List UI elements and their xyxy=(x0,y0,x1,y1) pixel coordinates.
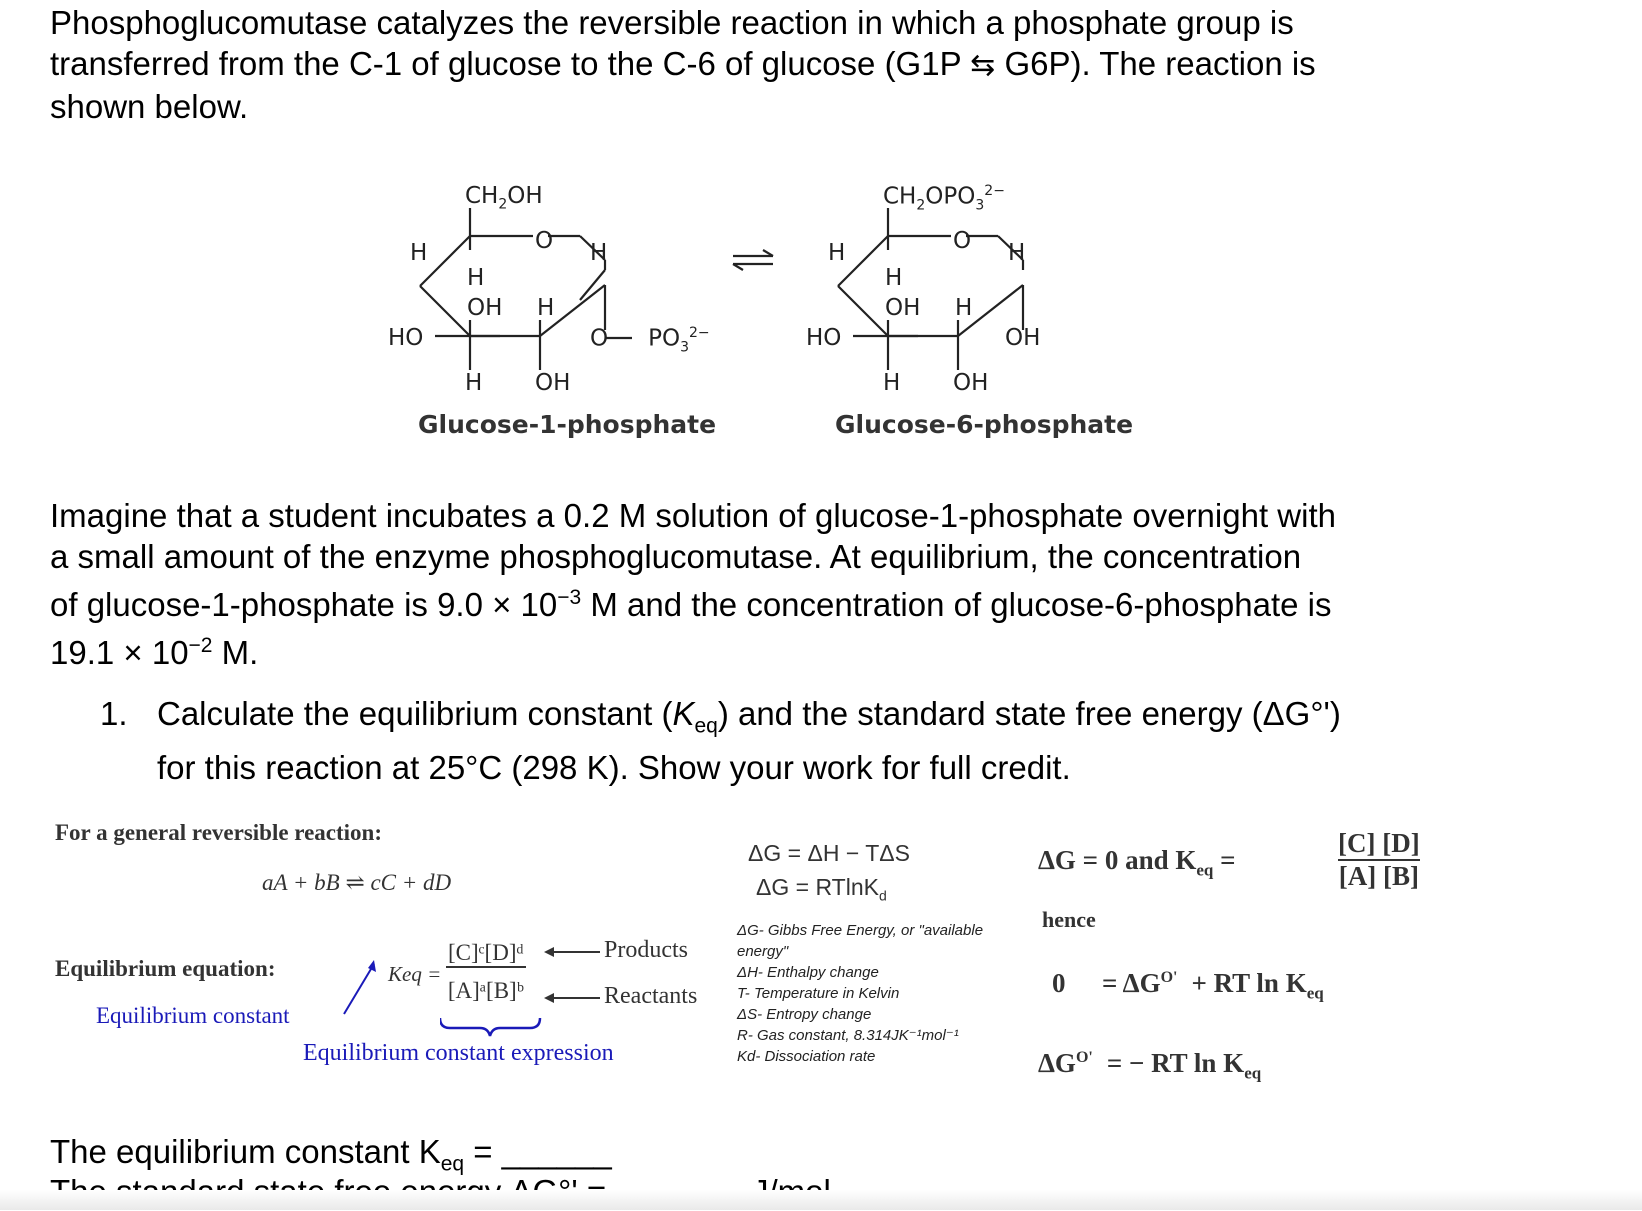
dg-zero-line: ΔG = 0 and $K_{eq}$ = xyxy=(1038,845,1236,880)
question-number: 1. xyxy=(100,695,128,732)
def-gibbs-cont: energy" xyxy=(737,943,789,960)
g6p-h-left: H xyxy=(828,240,846,266)
def-entropy: ΔS- Entropy change xyxy=(737,1006,872,1023)
fraction-numerator: [C]ᶜ[D]ᵈ xyxy=(446,940,526,968)
question-text: Calculate the equilibrium constant $(K_{eq})$ and the standard state free energy (ΔG°') for this reaction at 25°C (298 K). Show your work for full credit. xyxy=(157,695,1341,786)
g6p-oh-inner: OH xyxy=(885,295,921,321)
g1p-o-po3: O $PO_3^{2-}$ xyxy=(590,325,710,356)
g1p-name: Glucose-1-phosphate xyxy=(418,410,717,439)
intro-line-2: transferred from the C-1 of glucose to the C-6 of glucose (G1P ⇆ G6P). The reaction is xyxy=(50,45,1316,83)
g1p-h-left: H xyxy=(410,240,428,266)
g6p-oh-bottom: OH xyxy=(953,370,989,396)
g6p-ring-oxygen: O xyxy=(953,228,972,254)
equilibrium-equation-label: Equilibrium equation: xyxy=(55,956,276,981)
g6p-ch2opo3: $CH_2OPO_3^{2-}$ xyxy=(883,183,1005,214)
def-gas-constant: R- Gas constant, 8.314JK⁻¹mol⁻¹ xyxy=(737,1027,959,1044)
keq-answer-line: The equilibrium constant $K_{eq}$ = ______ xyxy=(50,1133,612,1176)
derivation-denominator: [A] [B] xyxy=(1338,861,1419,891)
derivation-numerator: [C] [D] xyxy=(1338,828,1420,861)
standard-free-energy-formula: $\Delta G^{O'}$ = − RT $\ln K_{eq}$ xyxy=(1038,1048,1262,1083)
g6p-h-bottom: H xyxy=(883,370,901,396)
g6p-ho: HO xyxy=(806,325,842,351)
def-dissociation: Kd- Dissociation rate xyxy=(737,1048,876,1065)
def-enthalpy: ΔH- Enthalpy change xyxy=(737,964,879,981)
scenario-line-3: of glucose-1-phosphate is $9.0 \times 10^{-3}$ M and the concentration of glucose-6-phosphate is xyxy=(50,586,1332,623)
variable-definitions xyxy=(737,920,983,1067)
g1p-ring-oxygen: O xyxy=(535,228,554,254)
g1p-h-inner2: H xyxy=(537,295,555,321)
equilibrium-derivation: = $\Delta G^{O'}$ + RT $\ln K_{eq}$ xyxy=(1102,968,1324,1003)
label-arrows xyxy=(440,940,610,1040)
g1p-ho: HO xyxy=(388,325,424,351)
products-label: Products xyxy=(604,937,688,963)
keq-symbol: Keq = xyxy=(388,962,442,986)
keq-answer-blank[interactable]: = ______ xyxy=(464,1133,612,1170)
pointer-arrow-icon xyxy=(340,958,380,1018)
g1p-oh-bottom: OH xyxy=(535,370,571,396)
g1p-h-right: H xyxy=(590,240,608,266)
intro-line-3: shown below. xyxy=(50,88,249,125)
reactants-label: Reactants xyxy=(604,983,698,1009)
g6p-h-inner: H xyxy=(885,265,903,291)
zero-value: 0 xyxy=(1052,968,1066,998)
structure-bonds xyxy=(0,0,1642,450)
g6p-h-inner2: H xyxy=(955,295,973,321)
question-1 xyxy=(100,693,1550,786)
gibbs-equation: ΔG = ΔH − TΔS xyxy=(748,840,910,866)
general-reaction: aA + bB ⇌ cC + dD xyxy=(262,870,452,895)
reversible-reaction-heading: For a general reversible reaction: xyxy=(55,820,383,845)
intro-line-1: Phosphoglucomutase catalyzes the reversible reaction in which a phosphate group is xyxy=(50,4,1294,41)
reversible-arrows-icon: ⇆ xyxy=(970,48,996,83)
g1p-h-bottom: H xyxy=(465,370,483,396)
equilibrium-constant-label: Equilibrium constant xyxy=(96,1003,290,1028)
gibbs-ln-equation: ΔG = RTlnK$_d$ xyxy=(756,874,887,904)
g6p-name: Glucose-6-phosphate xyxy=(835,410,1134,439)
scenario-line-2: a small amount of the enzyme phosphoglucomutase. At equilibrium, the concentration xyxy=(50,538,1302,575)
fraction-denominator: [A]ᵃ[B]ᵇ xyxy=(447,978,524,1003)
derivation-fraction xyxy=(1338,828,1420,892)
g1p-h-inner: H xyxy=(467,265,485,291)
constant-expression-label: Equilibrium constant expression xyxy=(303,1040,614,1066)
def-gibbs: ΔG- Gibbs Free Energy, or "available xyxy=(737,922,984,939)
def-temperature: T- Temperature in Kelvin xyxy=(737,985,900,1002)
g6p-oh-right: OH xyxy=(1005,325,1041,351)
g1p-oh-inner: OH xyxy=(467,295,503,321)
scenario-paragraph xyxy=(50,495,1490,673)
g1p-ch2oh: $CH_2OH$ xyxy=(465,183,543,213)
hence-label: hence xyxy=(1042,907,1096,932)
scenario-line-1: Imagine that a student incubates a 0.2 M solution of glucose-1-phosphate overnight with xyxy=(50,497,1336,534)
g6p-h-right: H xyxy=(1008,240,1026,266)
bottom-fade xyxy=(0,1190,1642,1210)
scenario-line-4: $19.1 \times 10^{-2}$ M. xyxy=(50,634,259,671)
